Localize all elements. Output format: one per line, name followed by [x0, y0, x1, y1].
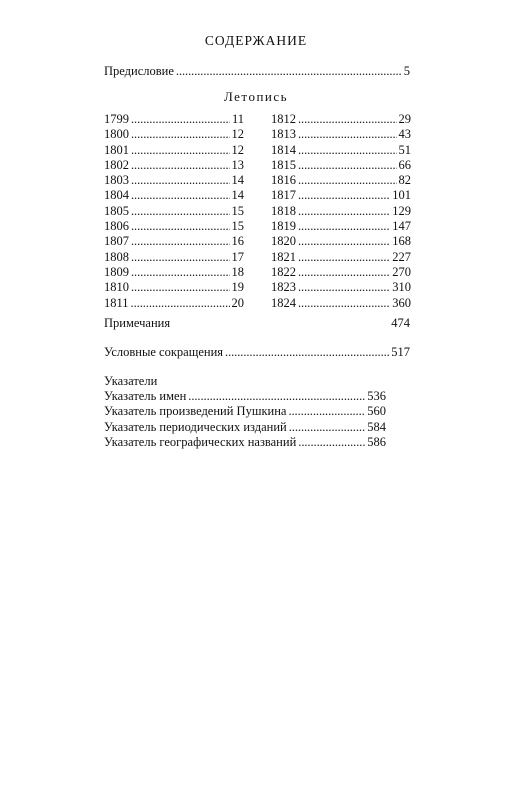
toc-entry-page: 19 — [231, 280, 244, 295]
toc-entry-year[interactable] — [104, 250, 244, 265]
dot-leader — [288, 404, 365, 419]
toc-entry-year[interactable] — [271, 112, 411, 127]
toc-entry-year-label: 1822 — [271, 264, 296, 279]
dot-leader — [131, 143, 230, 158]
toc-entry-year[interactable] — [271, 127, 411, 142]
toc-entry-page: 51 — [398, 142, 411, 157]
toc-entry-year[interactable] — [104, 234, 244, 249]
toc-entry-year-label: 1808 — [104, 249, 129, 264]
toc-entry-page: 536 — [367, 389, 386, 403]
toc-entry-page: 270 — [392, 264, 411, 279]
toc-entry-year[interactable] — [104, 143, 244, 158]
dot-leader — [298, 265, 390, 280]
section-heading-indexes: Указатели — [104, 374, 158, 388]
dot-leader — [131, 219, 230, 234]
year-column-left — [104, 112, 244, 311]
toc-entry-page: 43 — [398, 127, 411, 142]
toc-entry-year[interactable] — [104, 173, 244, 188]
toc-entry-year[interactable] — [104, 280, 244, 295]
dot-leader — [298, 280, 390, 295]
toc-entry-year-label: 1816 — [271, 173, 296, 188]
toc-entry-label: Условные сокращения — [104, 345, 224, 359]
toc-entry-year-label: 1809 — [104, 264, 129, 279]
toc-entry-year-label: 1823 — [271, 280, 296, 295]
toc-entry-label: Предисловие — [104, 64, 174, 78]
toc-entry-index[interactable] — [104, 404, 386, 419]
toc-entry-year-label: 1812 — [271, 112, 296, 126]
dot-leader — [298, 296, 390, 311]
toc-entry-year-label: 1818 — [271, 203, 296, 218]
dot-leader — [131, 204, 230, 219]
toc-entry-page: 101 — [392, 188, 411, 203]
dot-leader — [298, 143, 397, 158]
toc-entry-label: Указатель периодических изданий — [104, 419, 287, 434]
toc-entry-year[interactable] — [271, 173, 411, 188]
toc-entry-page: 227 — [392, 249, 411, 264]
toc-entry-page: 15 — [231, 203, 244, 218]
toc-entry-year[interactable] — [271, 250, 411, 265]
toc-entry-page: 18 — [231, 264, 244, 279]
toc-entry-page: 13 — [231, 157, 244, 172]
toc-entry-year[interactable] — [104, 188, 244, 203]
dot-leader — [298, 204, 390, 219]
section-heading-chronicle: Летопись — [223, 89, 289, 104]
dot-leader — [131, 265, 230, 280]
toc-entry-label: Указатель имен — [104, 389, 187, 403]
dot-leader — [298, 158, 397, 173]
toc-entry-year-label: 1803 — [104, 173, 129, 188]
dot-leader — [298, 250, 390, 265]
toc-entry-year-label: 1814 — [271, 142, 296, 157]
toc-entry-page: 586 — [367, 434, 386, 449]
dot-leader — [131, 112, 230, 127]
dot-leader — [298, 112, 397, 127]
toc-entry-page: 17 — [231, 249, 244, 264]
toc-entry-year-label: 1810 — [104, 280, 129, 295]
toc-entry-page: 474 — [391, 316, 410, 330]
dot-leader — [131, 158, 230, 173]
toc-entry-year-label: 1802 — [104, 157, 129, 172]
toc-entry-year[interactable] — [271, 296, 411, 311]
dot-leader — [131, 127, 230, 142]
toc-entry-page: 5 — [403, 64, 410, 78]
toc-entry-year-label: 1806 — [104, 219, 129, 234]
toc-entry-page: 12 — [231, 127, 244, 142]
toc-entry-year-label: 1811 — [104, 295, 129, 310]
toc-entry-year-label: 1801 — [104, 142, 129, 157]
toc-entry-year[interactable] — [271, 143, 411, 158]
page-title: СОДЕРЖАНИЕ — [204, 33, 308, 48]
dot-leader — [131, 280, 230, 295]
dot-leader — [131, 250, 230, 265]
toc-entry-page: 11 — [231, 112, 244, 126]
toc-entry-year[interactable] — [271, 204, 411, 219]
toc-entry-page: 584 — [367, 419, 386, 434]
index-list — [104, 389, 386, 450]
toc-entry-page: 517 — [391, 345, 410, 359]
toc-entry-year-label: 1804 — [104, 188, 129, 203]
toc-entry-page: 168 — [392, 234, 411, 249]
dot-leader — [131, 234, 230, 249]
toc-entry-page: 147 — [392, 219, 411, 234]
dot-leader — [298, 127, 397, 142]
toc-entry-year[interactable] — [271, 219, 411, 234]
year-column-right — [271, 112, 411, 311]
toc-entry-label: Указатель географических названий — [104, 434, 297, 449]
toc-entry-year[interactable] — [271, 188, 411, 203]
dot-leader — [225, 345, 389, 360]
dot-leader — [298, 234, 390, 249]
toc-entry-year-label: 1799 — [104, 112, 129, 126]
toc-entry-index[interactable] — [104, 389, 386, 404]
toc-entry-index[interactable] — [104, 420, 386, 435]
dot-leader — [131, 188, 230, 203]
dot-leader — [298, 435, 365, 450]
toc-entry-year[interactable] — [104, 127, 244, 142]
dot-leader — [298, 173, 397, 188]
toc-entry-preface[interactable] — [104, 64, 410, 79]
toc-entry-page: 14 — [231, 173, 244, 188]
toc-entry-year[interactable] — [104, 265, 244, 280]
toc-entry-abbreviations[interactable] — [104, 345, 410, 360]
dot-leader — [131, 173, 230, 188]
toc-entry-page: 360 — [392, 295, 411, 310]
toc-entry-year[interactable] — [104, 204, 244, 219]
toc-entry-label: Указатель произведений Пушкина — [104, 404, 287, 419]
toc-entry-notes[interactable] — [104, 316, 410, 331]
toc-entry-year[interactable] — [271, 265, 411, 280]
toc-entry-page: 310 — [392, 280, 411, 295]
toc-entry-year-label: 1819 — [271, 219, 296, 234]
toc-entry-year-label: 1821 — [271, 249, 296, 264]
toc-entry-year[interactable] — [104, 219, 244, 234]
toc-entry-year-label: 1824 — [271, 295, 296, 310]
toc-entry-page: 129 — [392, 203, 411, 218]
toc-entry-year-label: 1800 — [104, 127, 129, 142]
toc-entry-page: 66 — [398, 157, 411, 172]
toc-entry-page: 12 — [231, 142, 244, 157]
toc-entry-page: 14 — [231, 188, 244, 203]
toc-entry-year-label: 1805 — [104, 203, 129, 218]
toc-entry-year[interactable] — [271, 280, 411, 295]
toc-entry-label: Примечания — [104, 316, 171, 330]
toc-entry-page: 29 — [398, 112, 411, 126]
toc-entry-year[interactable] — [104, 112, 244, 127]
dot-leader — [176, 64, 402, 79]
toc-entry-page: 82 — [398, 173, 411, 188]
toc-entry-index[interactable] — [104, 435, 386, 450]
toc-entry-page: 15 — [231, 219, 244, 234]
toc-entry-page: 16 — [231, 234, 244, 249]
toc-entry-year-label: 1807 — [104, 234, 129, 249]
dot-leader — [131, 296, 230, 311]
dot-leader — [289, 420, 366, 435]
dot-leader — [188, 389, 365, 404]
toc-entry-year[interactable] — [104, 296, 244, 311]
toc-entry-page: 560 — [367, 404, 386, 419]
dot-leader — [298, 219, 390, 234]
toc-entry-year-label: 1815 — [271, 157, 296, 172]
toc-entry-page: 20 — [231, 295, 244, 310]
dot-leader — [298, 188, 390, 203]
toc-entry-year[interactable] — [271, 234, 411, 249]
toc-entry-year[interactable] — [104, 158, 244, 173]
toc-entry-year-label: 1817 — [271, 188, 296, 203]
toc-entry-year[interactable] — [271, 158, 411, 173]
toc-entry-year-label: 1820 — [271, 234, 296, 249]
toc-entry-year-label: 1813 — [271, 127, 296, 142]
